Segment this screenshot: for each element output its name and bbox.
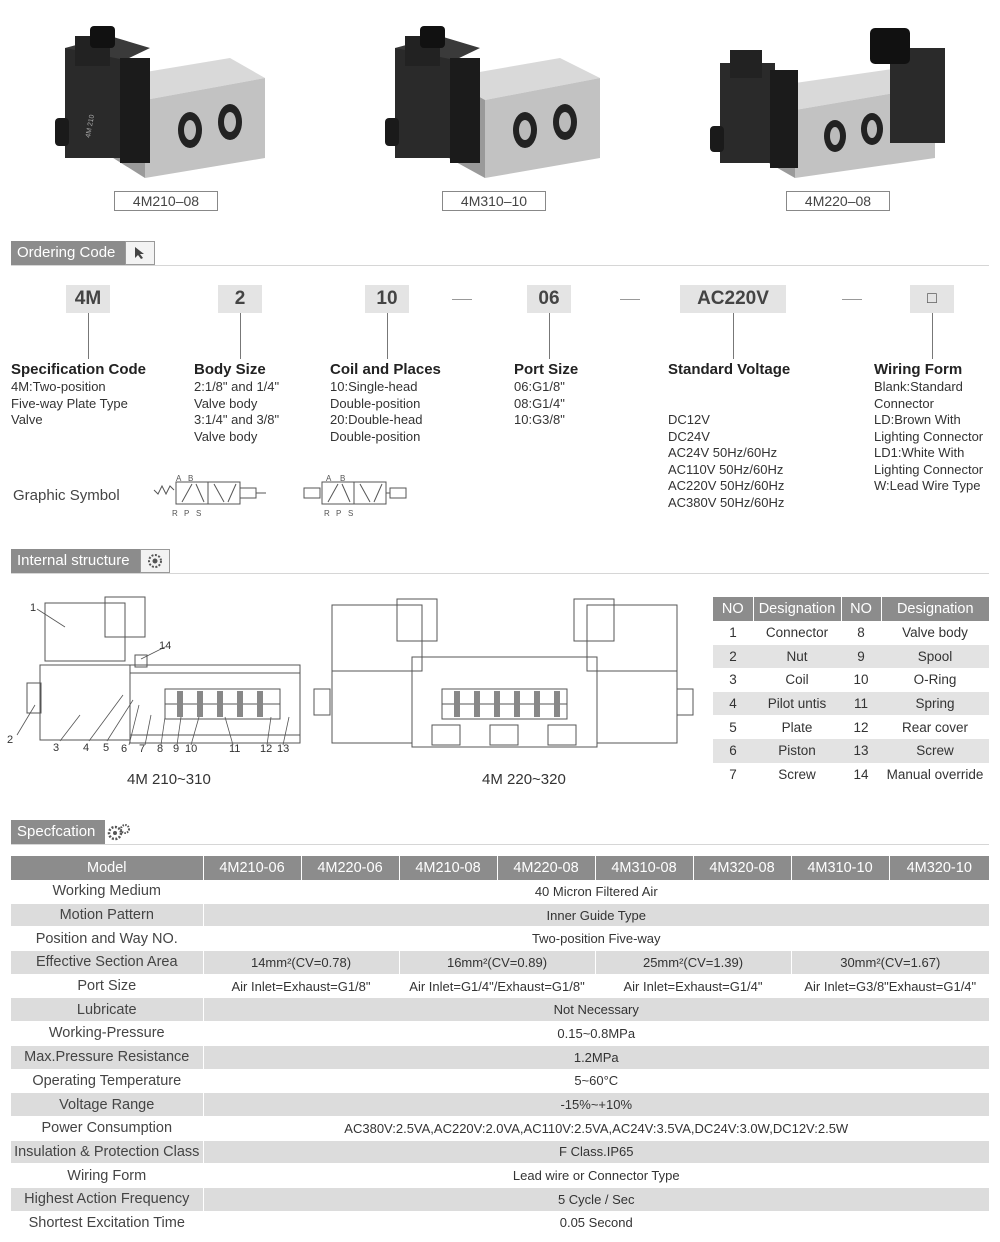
table-row: Voltage Range -15%~+10% — [11, 1093, 989, 1117]
table-row: 5 Plate 12 Rear cover — [729, 719, 969, 735]
internal-caption-right: 4M 220~320 — [482, 771, 566, 788]
group-title-port-size: Port Size — [514, 361, 579, 378]
group-title-voltage: Standard Voltage — [668, 361, 791, 378]
product-caption: 4M210–08 — [114, 191, 218, 211]
port-letter: B — [188, 474, 194, 483]
table-row: Highest Action Frequency 5 Cycle / Sec — [11, 1187, 989, 1211]
callout-number: 4 — [83, 742, 90, 754]
table-row: Lubricate Not Necessary — [11, 998, 989, 1022]
callout-number: 8 — [157, 743, 164, 755]
col-header: 4M310-10 — [791, 856, 889, 880]
code-connector — [88, 313, 89, 359]
code-connector — [387, 313, 388, 359]
graphic-symbol-double — [302, 474, 422, 525]
specification-header — [11, 820, 133, 844]
col-header: 4M320-08 — [693, 856, 791, 880]
gears-icon — [105, 820, 133, 844]
callout-number: 1 — [30, 602, 37, 614]
ordering-code-header — [11, 241, 155, 265]
code-voltage: AC220V — [680, 285, 786, 313]
code-connector — [733, 313, 734, 359]
port-letter: R — [324, 509, 330, 518]
table-row: Power Consumption AC380V:2.5VA,AC220V:2.0VA,AC110V:2.5VA,AC24V:3.5VA,DC24V:3.0W,DC12V:2.5W — [11, 1116, 989, 1140]
product-caption: 4M220–08 — [786, 191, 890, 211]
specification-table — [11, 856, 989, 1235]
port-letter: R — [172, 509, 178, 518]
table-row: 4 Pilot untis 11 Spring — [713, 692, 989, 716]
port-letter: B — [340, 474, 346, 483]
callout-number: 2 — [7, 734, 14, 746]
code-spec: 4M — [66, 285, 110, 313]
group-body-coil: 10:Single-head Double-position 20:Double-head Double-position — [330, 379, 423, 444]
table-row: Shortest Excitation Time 0.05 Second — [11, 1211, 989, 1235]
col-header: 4M220-08 — [497, 856, 595, 880]
table-row: 3 Coil 10 O-Ring — [729, 672, 957, 688]
graphic-symbol-label: Graphic Symbol — [13, 487, 120, 504]
table-row: 7 Screw 14 Manual override — [729, 766, 984, 782]
table-row: 2 Nut 9 Spool — [713, 645, 989, 669]
group-body-port-size: 06:G1/8" 08:G1/4" 10:G3/8" — [514, 379, 565, 427]
col-header: NO — [713, 597, 753, 621]
callout-number: 7 — [139, 743, 146, 755]
table-row: Working Medium 40 Micron Filtered Air — [11, 880, 989, 903]
designation-table — [713, 597, 989, 786]
col-header: 4M210-08 — [399, 856, 497, 880]
table-row: Operating Temperature 5~60°C — [11, 1069, 989, 1093]
table-row: Max.Pressure Resistance 1.2MPa — [11, 1045, 989, 1069]
cursor-icon — [125, 241, 155, 265]
table-row: Effective Section Area 14mm²(CV=0.78) 16mm²(CV=0.89) 25mm²(CV=1.39) 30mm²(CV=1.67) — [11, 951, 989, 975]
col-header: 4M210-06 — [203, 856, 301, 880]
code-dash — [620, 299, 640, 300]
port-letter: S — [348, 509, 354, 518]
designation-header-row — [713, 597, 989, 621]
port-letter: P — [184, 509, 190, 518]
group-title-wiring: Wiring Form — [874, 361, 963, 378]
group-title-spec: Specification Code — [11, 361, 147, 378]
port-letter: A — [176, 474, 182, 483]
table-row: Port Size Air Inlet=Exhaust=G1/8" Air Inlet=G1/4"/Exhaust=G1/8" Air Inlet=Exhaust=G1/4" Air Inlet=G3/8"Exhaust=G1/4" — [11, 974, 989, 998]
graphic-symbol-single — [152, 474, 272, 525]
code-coil: 10 — [365, 285, 409, 313]
table-row: 6 Piston 13 Screw — [713, 739, 989, 763]
code-body-size: 2 — [218, 285, 262, 313]
section-title: Specfcation — [11, 820, 105, 844]
callout-number: 14 — [159, 640, 172, 652]
internal-drawing-220 — [312, 597, 697, 762]
section-title: Internal structure — [11, 549, 140, 573]
internal-drawing-210 — [5, 595, 305, 765]
col-header: 4M220-06 — [301, 856, 399, 880]
gear-icon — [140, 549, 170, 573]
code-connector — [240, 313, 241, 359]
group-body-voltage: DC12V DC24V AC24V 50Hz/60Hz AC110V 50Hz/60Hz AC220V 50Hz/60Hz AC380V 50Hz/60Hz — [668, 412, 785, 510]
group-body-wiring: Blank:Standard Connector LD:Brown With Lighting Connector LD1:White With Lighting Connector W:Lead Wire Type — [874, 379, 984, 493]
col-header: Model — [11, 856, 203, 880]
callout-number: 9 — [173, 743, 180, 755]
table-row: Wiring Form Lead wire or Connector Type — [11, 1164, 989, 1188]
col-header: NO — [841, 597, 881, 621]
product-image-4m210 — [50, 18, 280, 183]
callout-number: 6 — [121, 743, 128, 755]
col-header: 4M320-10 — [889, 856, 989, 880]
svg-text:4M 210: 4M 210 — [85, 114, 97, 139]
callout-number: 12 — [260, 743, 273, 755]
spec-header-row — [11, 856, 989, 880]
table-row: Insulation & Protection Class F Class.IP65 — [11, 1140, 989, 1164]
product-caption: 4M310–10 — [442, 191, 546, 211]
table-row: 1 Connector 8 Valve body — [729, 625, 968, 641]
col-header: 4M310-08 — [595, 856, 693, 880]
code-dash — [452, 299, 472, 300]
product-image-4m220 — [700, 18, 960, 183]
callout-number: 3 — [53, 742, 60, 754]
table-row: Position and Way NO. Two-position Five-way — [11, 927, 989, 951]
code-connector — [932, 313, 933, 359]
section-divider — [11, 573, 989, 574]
port-letter: A — [326, 474, 332, 483]
table-row: Motion Pattern Inner Guide Type — [11, 903, 989, 927]
internal-caption-left: 4M 210~310 — [127, 771, 211, 788]
col-header: Designation — [881, 597, 989, 621]
code-dash — [842, 299, 862, 300]
code-wiring: □ — [910, 285, 954, 313]
callout-number: 11 — [229, 743, 241, 755]
product-image-4m310 — [375, 18, 615, 183]
col-header: Designation — [753, 597, 841, 621]
code-connector — [549, 313, 550, 359]
table-row: Working-Pressure 0.15~0.8MPa — [11, 1022, 989, 1046]
callout-number: 13 — [277, 743, 290, 755]
section-divider — [11, 844, 989, 845]
group-body-spec: 4M:Two-position Five-way Plate Type Valve — [11, 379, 128, 427]
group-title-body-size: Body Size — [194, 361, 266, 378]
section-title: Ordering Code — [11, 241, 125, 265]
port-letter: S — [196, 509, 202, 518]
group-title-coil: Coil and Places — [330, 361, 441, 378]
code-port-size: 06 — [527, 285, 571, 313]
callout-number: 10 — [185, 743, 198, 755]
port-letter: P — [336, 509, 342, 518]
internal-structure-header — [11, 549, 170, 573]
callout-number: 5 — [103, 742, 110, 754]
section-divider — [11, 265, 989, 266]
group-body-body-size: 2:1/8" and 1/4" Valve body 3:1/4" and 3/8" Valve body — [194, 379, 280, 444]
